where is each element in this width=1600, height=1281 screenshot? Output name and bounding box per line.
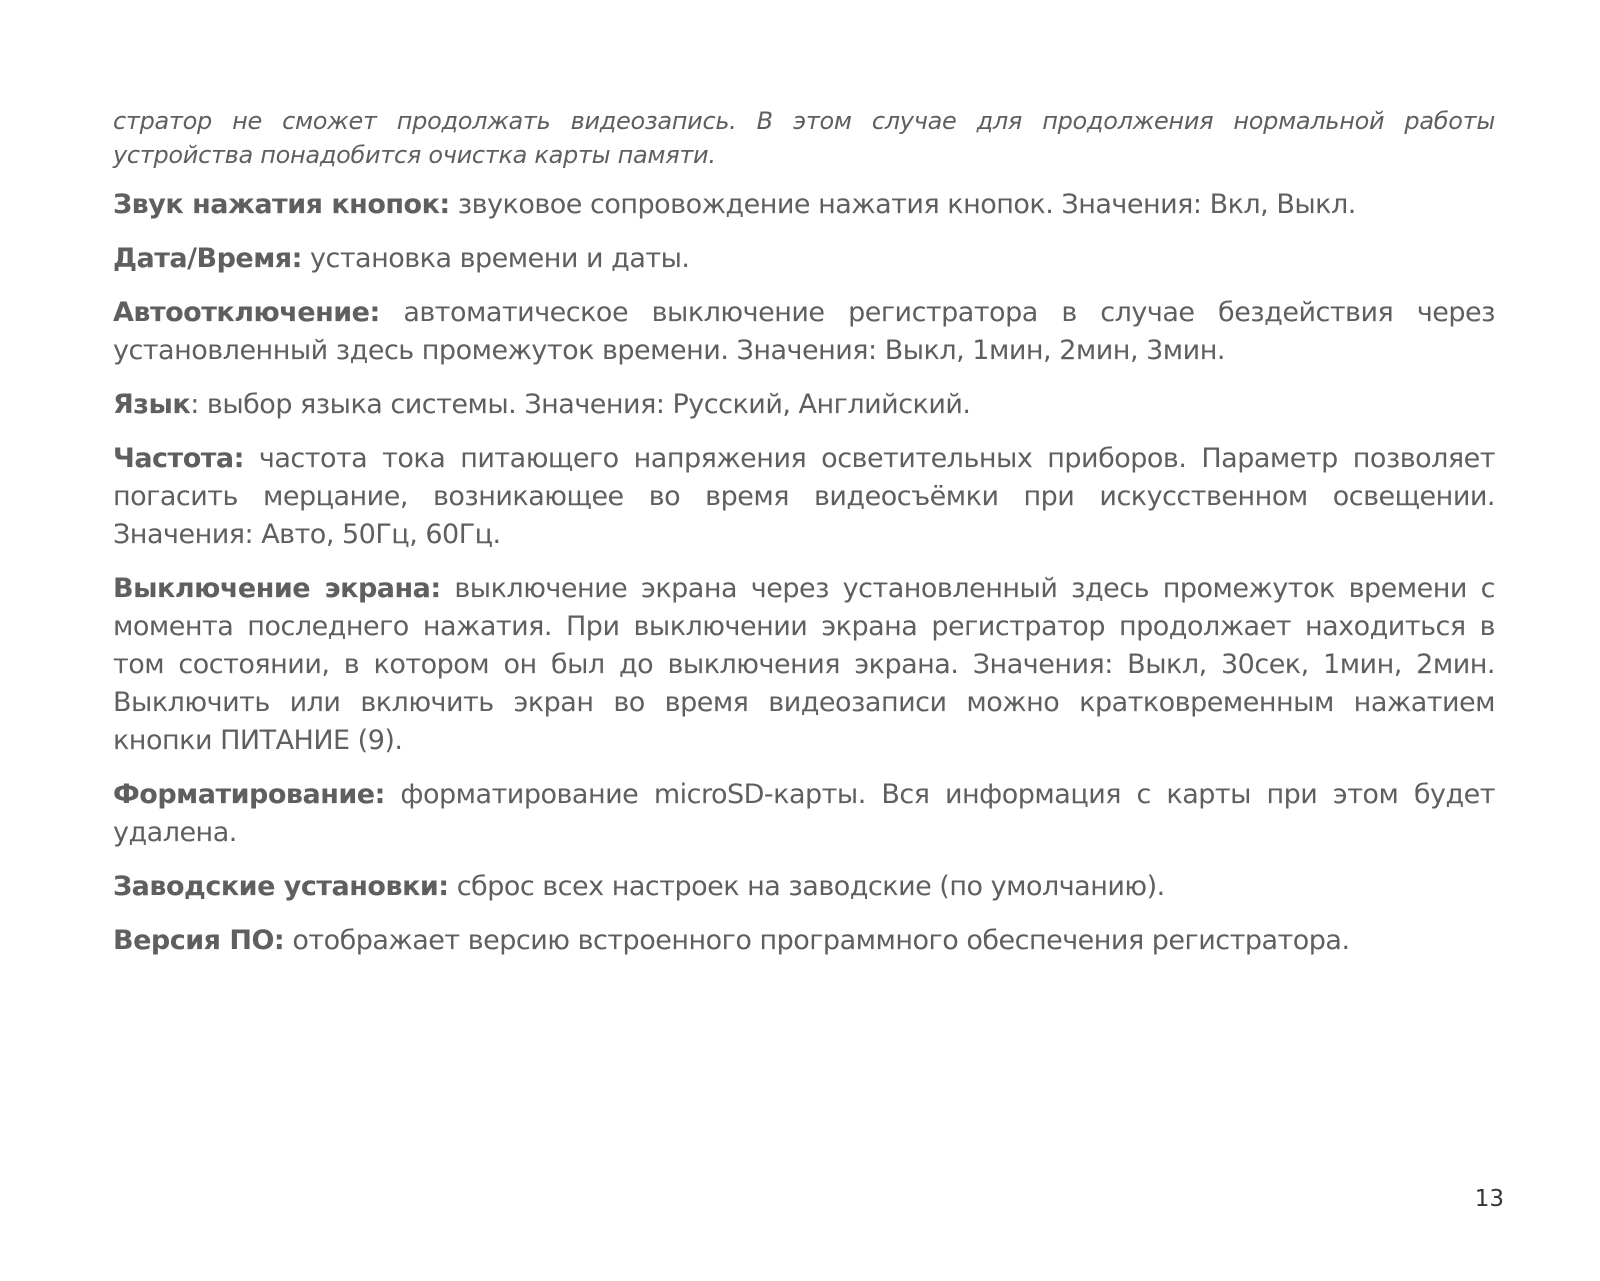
- param-term: Частота:: [113, 443, 244, 474]
- page-number: 13: [1474, 1186, 1504, 1212]
- param-frequency: [113, 440, 1495, 554]
- param-term: Выключение экрана:: [113, 573, 441, 604]
- param-term: Дата/Время:: [113, 243, 302, 274]
- param-auto-off: [113, 294, 1495, 370]
- param-firmware-version: [113, 922, 1495, 960]
- param-desc: : выбор языка системы. Значения: Русский, Английский.: [190, 389, 971, 420]
- param-desc: сброс всех настроек на заводские (по умолчанию).: [448, 871, 1165, 902]
- param-date-time: [113, 240, 1495, 278]
- param-formatting: [113, 776, 1495, 852]
- param-term: Форматирование:: [113, 779, 385, 810]
- param-language: [113, 386, 1495, 424]
- param-term: Автоотключение:: [113, 297, 380, 328]
- param-button-sound: [113, 186, 1495, 224]
- param-factory-reset: [113, 868, 1495, 906]
- param-term: Версия ПО:: [113, 925, 285, 956]
- param-desc: форматирование microSD-карты. Вся информация с карты при этом будет удалена.: [113, 779, 1495, 848]
- intro-note: стратор не сможет продолжать видеозапись. В этом случае для продолжения нормальной работы устройства понадобится очистка карты памяти.: [113, 107, 1495, 169]
- param-screen-off: [113, 570, 1495, 760]
- param-desc: выключение экрана через установленный здесь промежуток времени с момента последнего нажатия. При выключении экрана регистратор продолжает находиться в том состоянии, в котором он был до выключения экрана. Значения: Выкл, 30сек, 1мин, 2мин. Выключить или включить экран во время видеозаписи можно кратковременным нажатием кнопки ПИТАНИЕ (9).: [113, 573, 1495, 756]
- param-desc: частота тока питающего напряжения осветительных приборов. Параметр позволяет погасить мерцание, возникающее во время видеосъёмки при искусственном освещении. Значения: Авто, 50Гц, 60Гц.: [113, 443, 1495, 550]
- param-term: Заводские установки:: [113, 871, 449, 902]
- param-term: Язык: [113, 389, 191, 420]
- param-desc: отображает версию встроенного программного обеспечения регистратора.: [284, 925, 1350, 956]
- param-desc: автоматическое выключение регистратора в случае бездействия через установленный здесь промежуток времени. Значения: Выкл, 1мин, 2мин, 3мин.: [113, 297, 1495, 366]
- param-term: Звук нажатия кнопок:: [113, 189, 450, 220]
- param-desc: установка времени и даты.: [301, 243, 690, 274]
- param-desc: звуковое сопровождение нажатия кнопок. Значения: Вкл, Выкл.: [449, 189, 1356, 220]
- page-content: [113, 104, 1495, 976]
